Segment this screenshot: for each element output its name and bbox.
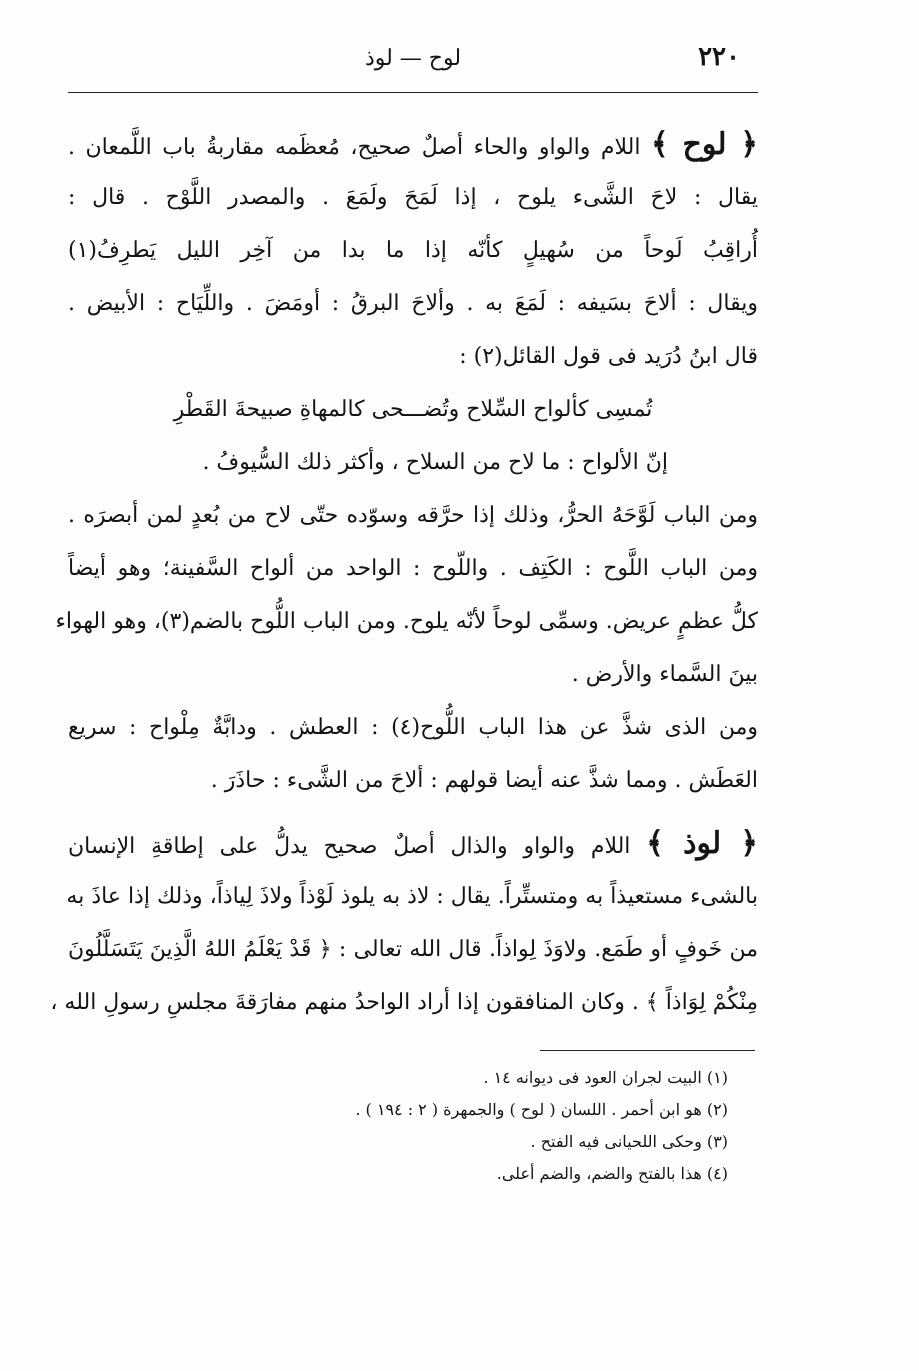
text-line: بالشىء مستعيذاً به ومتستِّراً. يقال : لاذ به يلوذ لَوْذاً ولاذَ لِياذاً، وذلك إذا عاذَ به (66, 884, 758, 909)
text-line: العَطَش . ومما شذَّ عنه أيضا قولهم : ألاحَ من الشَّىء : حاذَرَ . (210, 768, 758, 793)
entry-headword-lawh: ﴿ لوح ﴾ (650, 127, 758, 162)
text-line: من خَوفٍ أو طَمَع. ولاوَذَ لِواذاً. قال الله تعالى : ﴿ قَدْ يَعْلَمُ اللهُ الَّذِينَ يَتَسَلَّلُونَ (68, 937, 758, 962)
poetry-line: أُراقِبُ لَوحاً من سُهيلٍ كأنّه إذا ما بدا من آخِر الليل يَطرِفُ(١) (68, 238, 758, 263)
page-number: ٢٢٠ (698, 42, 740, 72)
running-head: لوح — لوذ (364, 46, 462, 71)
footnote: (٣) وحكى اللحيانى فيه الفتح . (530, 1132, 728, 1151)
text-line: بينَ السَّماء والأرض . (571, 662, 758, 687)
text-line: قال ابنُ دُرَيد فى قول القائل(٢) : (459, 344, 758, 369)
poetry-line: تُمسِى كألواح السِّلاح وتُضـــحى كالمهاةِ صبيحةَ القَطْرِ (173, 397, 653, 422)
text-line: ومن الذى شذَّ عن هذا الباب اللُّوح(٤) : العطش . ودابَّةٌ مِلْواح : سريع (68, 715, 758, 740)
page-header (68, 42, 758, 93)
footnote: (٢) هو ابن أحمر . اللسان ( لوح ) والجمهرة ( ٢ : ١٩٤ ) . (355, 1100, 728, 1119)
footnote-divider (540, 1050, 755, 1051)
main-text (50, 118, 758, 1029)
text-line: إنّ الألواح : ما لاح من السلاح ، وأكثر ذلك السُّيوفُ . (202, 450, 668, 475)
footnotes (68, 1062, 728, 1190)
text-line: ومن الباب اللَّوح : الكَتِف . واللّوح : الواحد من ألواح السَّفينة؛ وهو أيضاً (68, 556, 758, 581)
text-line: ويقال : ألاحَ بسَيفه : لَمَعَ به . وألاحَ البرقُ : أومَضَ . واللِّيَاح : الأبيض . (68, 291, 758, 316)
text-line: ﴿ لوح ﴾ اللام والواو والحاء أصلٌ صحيح، مُعظَمه مقاربةُ باب اللَّمعان . (68, 127, 758, 162)
footnote: (١) البيت لجران العود فى ديوانه ١٤ . (483, 1068, 728, 1087)
text-line: يقال : لاحَ الشَّىء يلوح ، إذا لَمَحَ ولَمَعَ . والمصدر اللَّوْح . قال : (68, 185, 758, 210)
entry-headword-lawdh: ﴿ لوذ ﴾ (646, 826, 758, 861)
text-line: ﴿ لوذ ﴾ اللام والواو والذال أصلٌ صحيح يدلُّ على إطاقةِ الإنسان (68, 826, 758, 861)
footnote: (٤) هذا بالفتح والضم، والضم أعلى. (496, 1164, 728, 1183)
text-line: كلُّ عظمٍ عريض. وسمِّى لوحاً لأنّه يلوح. ومن الباب اللُّوح بالضم(٣)، وهو الهواء (55, 609, 758, 634)
text-line: مِنْكُمْ لِوَاذاً ﴾ . وكان المنافقون إذا أراد الواحدُ منهم مفارَقةَ مجلسِ رسولِ الله ، (50, 990, 758, 1015)
text-line: ومن الباب لَوَّحَهُ الحرُّ، وذلك إذا حرَّقه وسوّده حتّى لاح من بُعدٍ لمن أبصرَه . (68, 503, 758, 528)
